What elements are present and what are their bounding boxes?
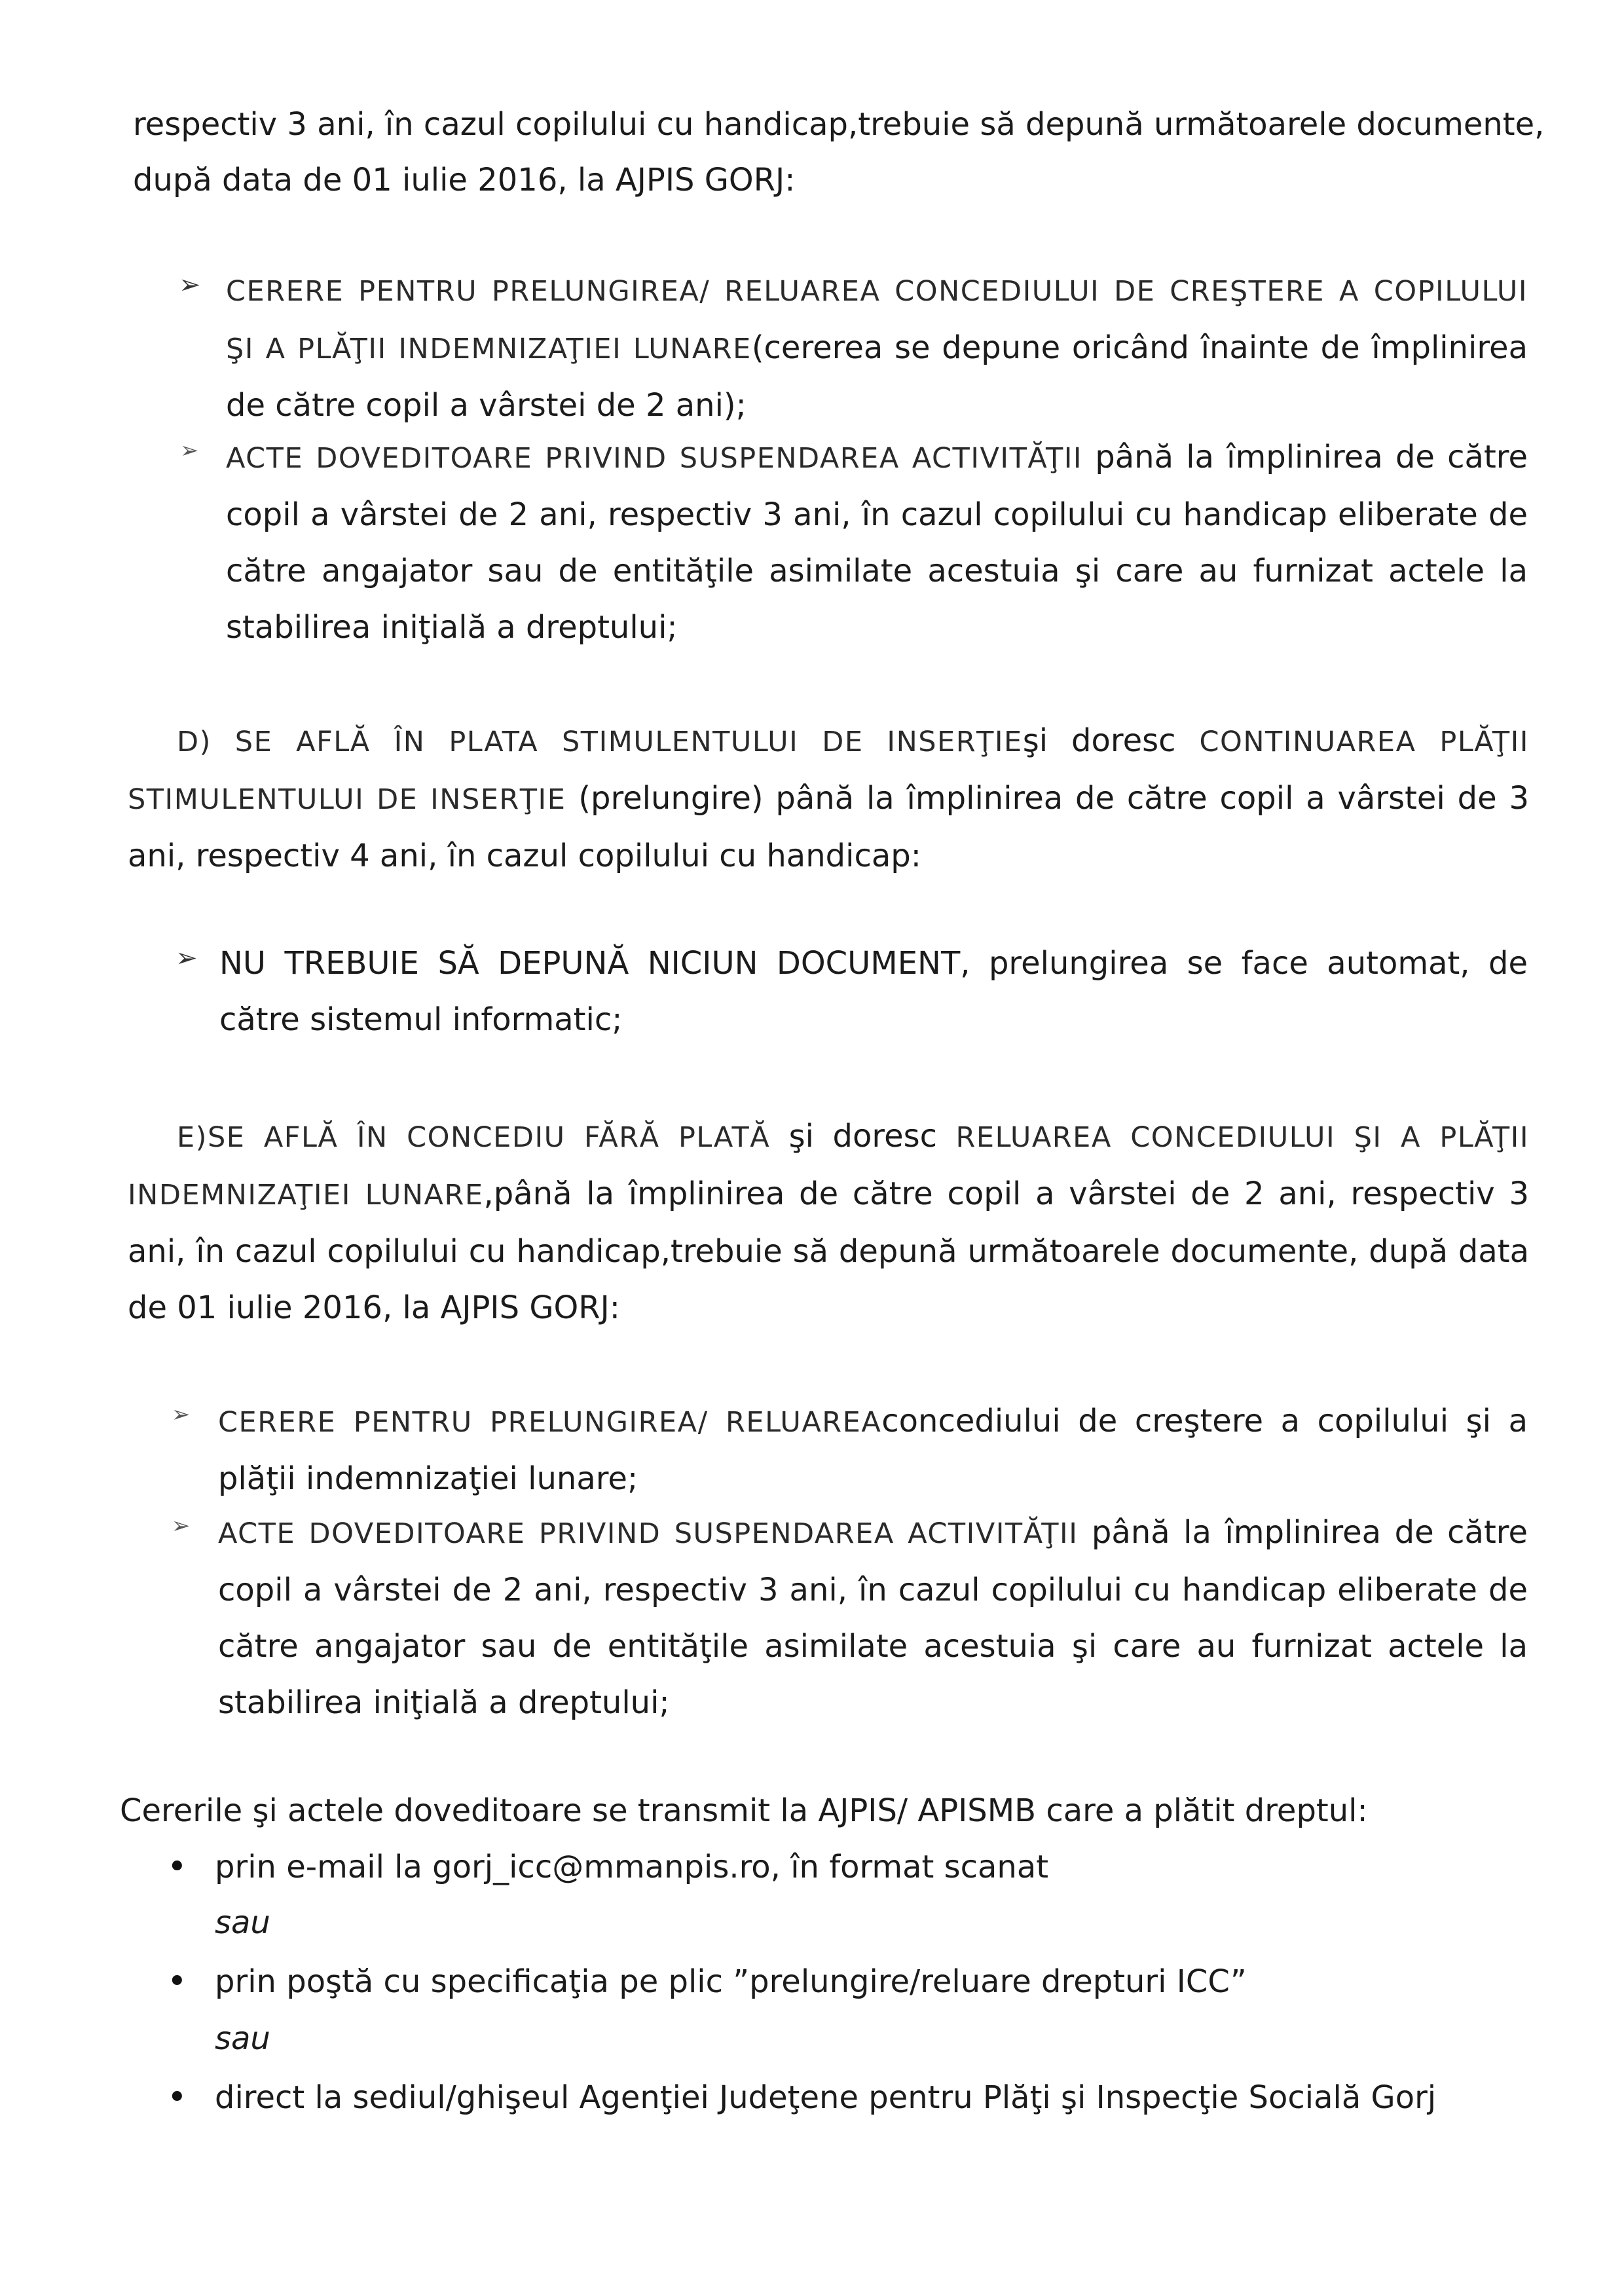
- arrow-bullet-icon: ➢: [179, 270, 201, 300]
- item-caps: ACTE DOVEDITOARE PRIVIND SUSPENDAREA ACTIVITĂŢII: [218, 1517, 1079, 1550]
- list-item: [218, 1393, 1528, 1507]
- item-caps: CERERE PENTRU PRELUNGIREA/ RELUAREA CONCEDIULUI DE CREŞTERE A COPILULUI ŞI A PLĂŢII INDEMNIZAŢIEI LUNARE: [226, 275, 1528, 365]
- bullet-item-direct: direct la sediul/ghişeul Agenţiei Judeţene pentru Plăţi şi Inspecţie Socială Gorj: [215, 2079, 1437, 2116]
- arrow-bullet-icon: ➢: [180, 437, 199, 464]
- bullet-icon: •: [167, 1847, 187, 1887]
- arrow-bullet-icon: ➢: [175, 943, 198, 973]
- item-text: (cererea se depune oricând înainte de împlinirea de către copil a vârstei de 2 ani);: [226, 329, 1528, 424]
- intro-line-1: respectiv 3 ani, în cazul copilului cu handicap,trebuie să depună următoarele documente,: [133, 106, 1545, 143]
- list-item: [226, 429, 1528, 656]
- section-d-caps-1: D) SE AFLĂ ÎN PLATA STIMULENTULUI DE INSERŢIE: [177, 726, 1023, 758]
- item-text: până la împlinirea de către copil a vârstei de 2 ani, respectiv 3 ani, în cazul copilului cu handicap eliberate de către angajator sau de entităţile asimilate acestuia şi care au furnizat actele la stabilirea iniţială a dreptului;: [226, 439, 1528, 646]
- arrow-bullet-icon: ➢: [172, 1513, 191, 1539]
- separator-sau: sau: [215, 2020, 270, 2057]
- item-caps: CERERE PENTRU PRELUNGIREA/ RELUAREA: [218, 1406, 882, 1439]
- intro-line-2: după data de 01 iulie 2016, la AJPIS GORJ:: [133, 162, 796, 198]
- section-d-text-2: (prelungire) până la împlinirea de către copil a vârstei de 3 ani, respectiv 4 ani, în cazul copilului cu handicap:: [128, 780, 1529, 874]
- section-e-caps-2: RELUAREA CONCEDIULUI ŞI A PLĂŢII INDEMNIZAŢIEI LUNARE: [128, 1121, 1529, 1212]
- bullet-item-post: prin poştă cu specificaţia pe plic ”prelungire/reluare drepturi ICC”: [215, 1963, 1247, 2000]
- item-caps: NU TREBUIE SĂ DEPUNĂ NICIUN DOCUMENT: [219, 945, 961, 982]
- separator-sau: sau: [215, 1904, 270, 1941]
- item-text: până la împlinirea de către copil a vârstei de 2 ani, respectiv 3 ani, în cazul copilului cu handicap eliberate de către angajator sau de entităţile asimilate acestuia şi care au furnizat actele la stabilirea iniţială a dreptului;: [218, 1514, 1528, 1721]
- section-e-text-2: ,până la împlinirea de către copil a vârstei de 2 ani, respectiv 3 ani, în cazul copilului cu handicap,trebuie să depună următoarele documente, după data de 01 iulie 2016, la AJPIS GORJ:: [128, 1176, 1530, 1326]
- bullet-icon: •: [167, 1962, 187, 2001]
- bullet-item-email: prin e-mail la gorj_icc@mmanpis.ro, în format scanat: [215, 1849, 1049, 1885]
- item-text: , prelungirea se face automat, de către sistemul informatic;: [219, 945, 1528, 1038]
- list-item: [226, 262, 1528, 434]
- section-d-caps-2: CONTINUAREA PLĂŢII STIMULENTULUI DE INSERŢIE: [128, 726, 1529, 816]
- item-text: concediului de creştere a copilului şi a plăţii indemnizaţiei lunare;: [218, 1403, 1528, 1497]
- section-e-caps-1: E)SE AFLĂ ÎN CONCEDIU FĂRĂ PLATĂ: [177, 1121, 771, 1154]
- section-d-text-1: şi doresc: [1022, 722, 1200, 759]
- list-item: [219, 935, 1528, 1048]
- section-e-paragraph: [128, 1108, 1529, 1336]
- section-d-paragraph: [128, 713, 1529, 884]
- list-item: [218, 1504, 1528, 1731]
- arrow-bullet-icon: ➢: [172, 1401, 191, 1428]
- transmission-heading: Cererile şi actele doveditoare se transmit la AJPIS/ APISMB care a plătit dreptul:: [120, 1792, 1368, 1829]
- item-caps: ACTE DOVEDITOARE PRIVIND SUSPENDAREA ACTIVITĂŢII: [226, 442, 1083, 475]
- bullet-icon: •: [167, 2078, 187, 2117]
- section-e-text-1: şi doresc: [770, 1118, 956, 1155]
